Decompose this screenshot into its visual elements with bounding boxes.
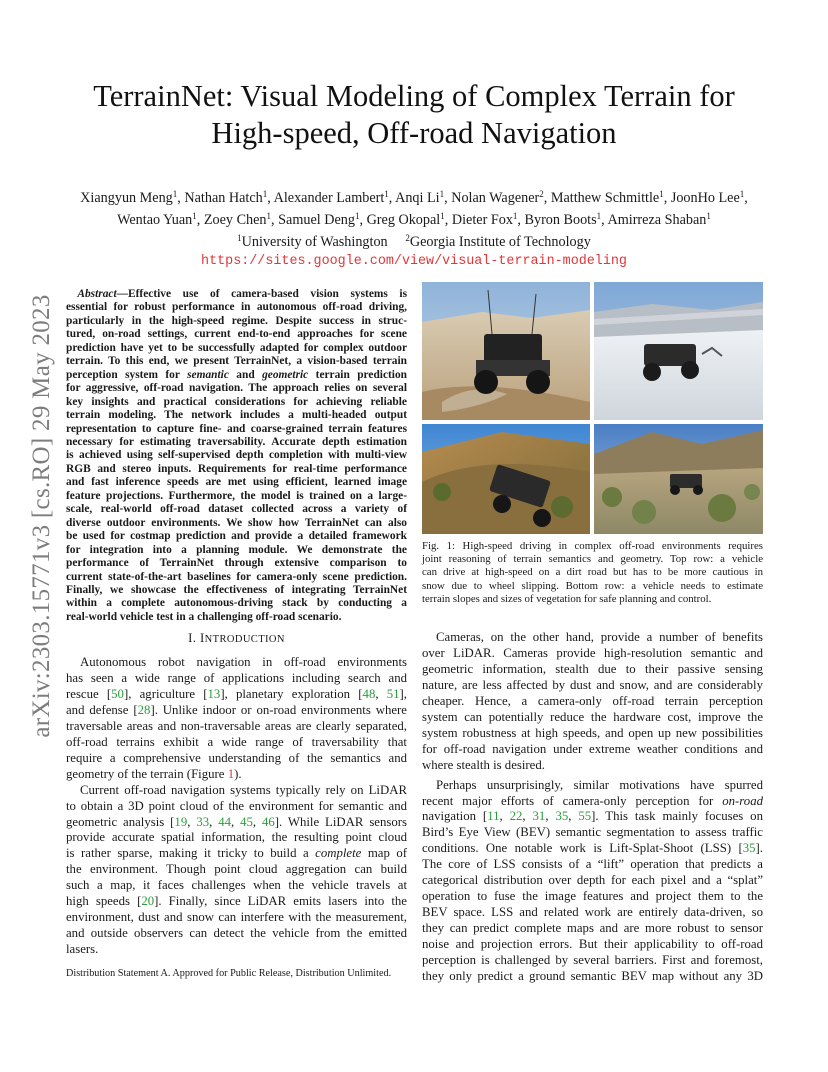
figure-1-photo-grid [422,282,763,534]
citation-link[interactable]: 28 [137,702,151,717]
intro-left-column: Autonomous robot navigation in off-road environments has seen a wide range of applications including search and rescue [50], agriculture [13], planetary exploration [48, 51], and defense [28]. Unlike indoor or on-road environments where traversable areas and non-traversable areas are clearly separated, off-road terrains exhibit a wide range of traversability that require a comprehensive understanding of the semantics and geometry of the terrain (Figure 1). Current off-road navigation systems typically rely on LiDAR to obtain a 3D point cloud of the environment for semantic and geometric analysis [19, 33, 44, 45, 46]. While LiDAR sensors provide accurate spatial information, the resulting point cloud is rather sparse, making it tricky to build a complete map of the environment. Though point cloud aggregation can build such a map, it faces challenges when the vehicle travels at high speeds [20]. Finally, since LiDAR emits lasers into the environment, dust and snow can interfere with the measurement, and outside observers can detect the vehicle from the emitted lasers. [66,655,408,957]
citation-link[interactable]: 22 [509,809,523,824]
citation-link[interactable]: 51 [386,686,400,701]
citation-link[interactable]: 55 [578,809,592,824]
section-heading-introduction: I. INTRODUCTION [188,631,285,645]
intro-right-column: Cameras, on the other hand, provide a number of benefits over LiDAR. Cameras provide high-resolution semantic and geometric information, stealth due to their passive sensing nature, are less affected by dust and snow, and are considerably cheaper. Hence, a camera-only off-road terrain perception system can potentially reduce the hardware cost, improve the system robustness at high speeds, and open up new possibilities for off-road navigation under extreme weather conditions and where stealth is desired. Perhaps unsurprisingly, similar motivations have spurred recent major efforts of camera-only perception for on-road navigation [11, 22, 31, 35, 55]. This task mainly focuses on Bird’s Eye View (BEV) semantic segmentation to assess traffic conditions. One notable work is Lift-Splat-Shoot (LSS) [35]. The core of LSS consists of a “lift” operation that predicts a categorical distribution over depth for each pixel and a “splat” operation to fuse the image features and project them to the BEV space. LSS and related work are entirely data-driven, so they can predict complete maps and are more robust to sensor noise and projection errors. But their applicability to off-road perception is challenged by several barriers. First and foremost, they only predict a ground semantic BEV map without any 3D [422,630,763,984]
citation-link[interactable]: 31 [532,809,546,824]
title-line: TerrainNet: Visual Modeling of Complex Terrain for [93,79,735,113]
figure-1-caption: Fig. 1: High-speed driving in complex off-road environments requires joint reasoning of terrain semantics and geometry. Top row: a vehicle can drive at high-speed on a dirt road but has to be more cautious in snow due to wheel slipping. Bottom row: a vehicle needs to estimate terrain slopes and sizes of vegetation for safe planning and control. [422,540,763,605]
title-line: High-speed, Off-road Navigation [211,116,617,150]
citation-link[interactable]: 46 [261,814,275,829]
photo-snow [594,282,763,420]
citation-link[interactable]: 50 [111,686,124,701]
photo-dirt-road [422,282,590,420]
figure-link[interactable]: 1 [227,766,235,781]
citation-link[interactable]: 44 [218,814,231,829]
citation-link[interactable]: 35 [742,841,756,856]
citation-link[interactable]: 19 [174,814,188,829]
citation-link[interactable]: 11 [487,809,500,824]
abstract: Abstract—Effective use of camera-based vision systems is essential for robust performance in autonomous off-road driving, particularly in the high-speed regime. Despite success in struc- tured, on-road settings, current end-to-end approaches for scene prediction have yet to be successfully adapted for complex outdoor terrain. To this end, we present TerrainNet, a vision-based terrain perception system for semantic and geometric terrain prediction for aggressive, off-road navigation. The approach relies on several key insights and practical considerations for achieving reliable terrain modeling. The network includes a multi-headed output representation to capture fine- and coarse-grained terrain features necessary for estimating traversability. Accurate depth estimation is achieved using self-supervised depth completion with multi-view RGB and stereo inputs. Requirements for real-time performance and fast inference speeds are met using efficient, learned image feature projections. Furthermore, the model is trained on a large- scale, real-world off-road dataset collected across a variety of diverse outdoor environments. We show how TerrainNet can also be used for costmap prediction and provide a detailed framework for integration into a planning module. We demonstrate the performance of TerrainNet through extensive comparison to current state-of-the-art baselines for camera-only scene prediction. Finally, we showcase the effectiveness of integrating TerrainNet within a complete autonomous-driving stack by conducting a real-world vehicle test in a challenging off-road scenario. [66,288,407,623]
paper-title [0,78,828,152]
affiliations: $^1$University of Washington $^2$Georgia Institute of Technology [237,233,591,250]
citation-link[interactable]: 33 [196,814,210,829]
distribution-footnote: Distribution Statement A. Approved for Public Release, Distribution Unlimited. [66,968,392,979]
photo-slope [422,424,590,534]
citation-link[interactable]: 13 [207,686,221,701]
author-block [0,185,828,271]
citation-link[interactable]: 45 [240,814,253,829]
author-line-1: Xiangyun Meng$^1$, Nathan Hatch$^1$, Alexander Lambert$^1$, Anqi Li$^1$, Nolan Wagener$^2$, Matthew Schmittle$^1$, JoonHo Lee$^1$, [80,189,748,206]
citation-link[interactable]: 35 [555,809,569,824]
citation-link[interactable]: 48 [362,686,376,701]
arxiv-stamp: arXiv:2303.15771v3 [cs.RO] 29 May 2023 [28,294,55,738]
citation-link[interactable]: 20 [141,894,155,909]
author-line-2: Wentao Yuan$^1$, Zoey Chen$^1$, Samuel Deng$^1$, Greg Okopal$^1$, Dieter Fox$^1$, Byron Boots$^1$, Amirreza Shaban$^1$ [117,211,711,228]
project-url-link[interactable]: https://sites.google.com/view/visual-terrain-modeling [201,254,627,269]
photo-vegetation [594,424,763,534]
